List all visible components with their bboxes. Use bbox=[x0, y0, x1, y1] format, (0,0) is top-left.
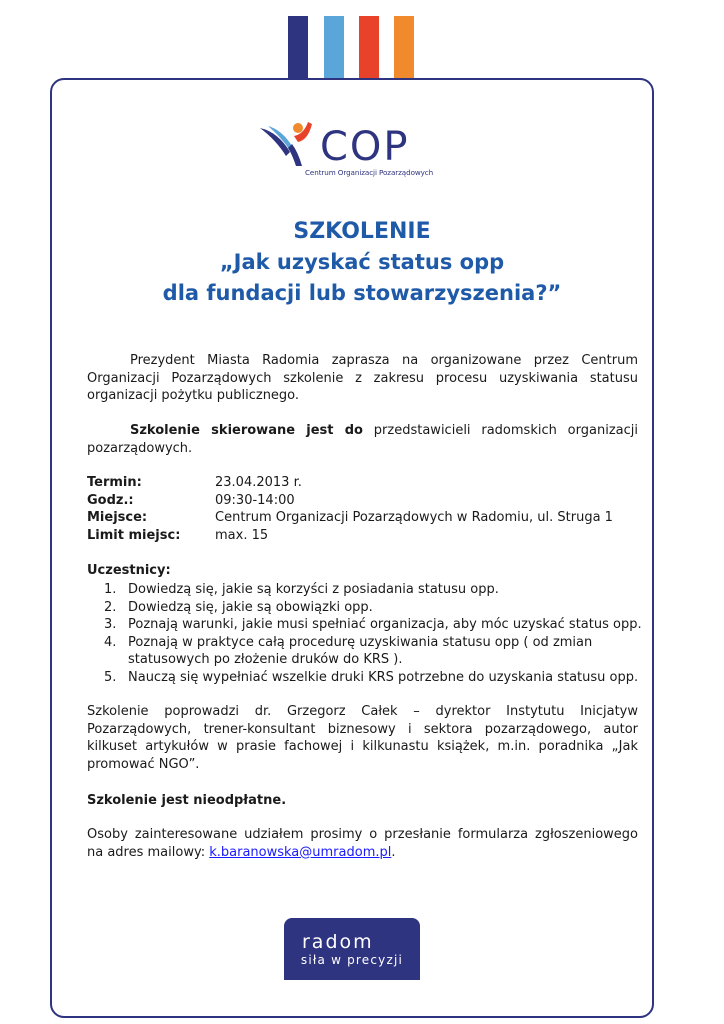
contact-text: Osoby zainteresowane udziałem prosimy o przesłanie formularza zgłoszeniowego na adres mailowy: bbox=[87, 827, 638, 860]
detail-label: Miejsce: bbox=[87, 510, 148, 526]
email-link[interactable]: k.baranowska@umradom.pl bbox=[209, 844, 392, 860]
detail-row bbox=[87, 492, 647, 510]
list-number: 4. bbox=[104, 634, 117, 650]
participants-heading: Uczestnicy: bbox=[87, 563, 171, 578]
list-item bbox=[104, 669, 644, 687]
detail-row bbox=[87, 509, 647, 527]
list-number: 2. bbox=[104, 599, 117, 615]
title-line-2: „Jak uzyskać status opp bbox=[219, 250, 505, 274]
list-text: Nauczą się wypełniać wszelkie druki KRS potrzebne do uzyskania statusu opp. bbox=[128, 669, 639, 685]
cop-logo-subtitle: Centrum Organizacji Pozarządowych bbox=[305, 168, 434, 177]
detail-value: Centrum Organizacji Pozarządowych w Radomiu, ul. Struga 1 bbox=[215, 510, 613, 526]
detail-value: 23.04.2013 r. bbox=[215, 475, 302, 490]
audience-rest: przedstawicieli radomskich organizacji pozarządowych. bbox=[87, 423, 638, 456]
detail-value: max. 15 bbox=[215, 527, 269, 543]
list-number: 1. bbox=[104, 582, 117, 597]
detail-label: Termin: bbox=[87, 475, 142, 490]
radom-brand: radom bbox=[302, 932, 374, 952]
title-line-3: dla fundacji lub stowarzyszenia?” bbox=[162, 281, 562, 305]
details-table bbox=[87, 474, 647, 544]
audience-bold: Szkolenie skierowane jest do bbox=[130, 423, 363, 438]
detail-label: Limit miejsc: bbox=[87, 527, 181, 543]
radom-footer-logo bbox=[284, 918, 420, 980]
detail-label: Godz.: bbox=[87, 492, 134, 508]
contact-end: . bbox=[391, 844, 396, 860]
cop-logo-icon bbox=[258, 118, 458, 168]
free-notice: Szkolenie jest nieodpłatne. bbox=[87, 793, 287, 808]
detail-row bbox=[87, 527, 647, 545]
title-line-1: SZKOLENIE bbox=[293, 219, 431, 244]
contact-paragraph bbox=[87, 826, 638, 861]
list-number: 3. bbox=[104, 617, 117, 633]
participants-list bbox=[104, 581, 644, 687]
list-text: Dowiedzą się, jakie są korzyści z posiadania statusu opp. bbox=[128, 582, 499, 597]
list-item bbox=[104, 634, 644, 669]
list-item bbox=[104, 581, 644, 599]
intro-paragraph: Prezydent Miasta Radomia zaprasza na organizowane przez Centrum Organizacji Pozarządowych szkolenie z zakresu procesu uzyskiwania statusu organizacji pożytku publicznego. bbox=[87, 353, 638, 404]
list-text: Dowiedzą się, jakie są obowiązki opp. bbox=[128, 599, 373, 615]
list-item bbox=[104, 616, 644, 634]
list-item bbox=[104, 599, 644, 617]
list-text: Poznają warunki, jakie musi spełniać organizacja, aby móc uzyskać status opp. bbox=[128, 617, 642, 633]
radom-logo-icon bbox=[302, 932, 402, 952]
list-text: Poznają w praktyce całą procedurę uzyskiwania statusu opp ( od zmian statusowych po złożenie druków do KRS ). bbox=[128, 634, 593, 668]
detail-row bbox=[87, 474, 647, 492]
audience-paragraph bbox=[87, 422, 638, 457]
detail-value: 09:30-14:00 bbox=[215, 492, 295, 508]
cop-logo bbox=[258, 118, 458, 184]
list-number: 5. bbox=[104, 669, 117, 685]
radom-slogan: siła w precyzji bbox=[300, 953, 404, 967]
trainer-paragraph: Szkolenie poprowadzi dr. Grzegorz Całek – dyrektor Instytutu Inicjatyw Pozarządowych, trener-konsultant biznesowy i sektora pozarządowego, autor kilkuset artykułów w prasie fachowej i kilkunastu książek, m.in. poradnika „Jak promować NGO”. bbox=[87, 704, 638, 772]
cop-logo-name: COP bbox=[320, 124, 410, 168]
